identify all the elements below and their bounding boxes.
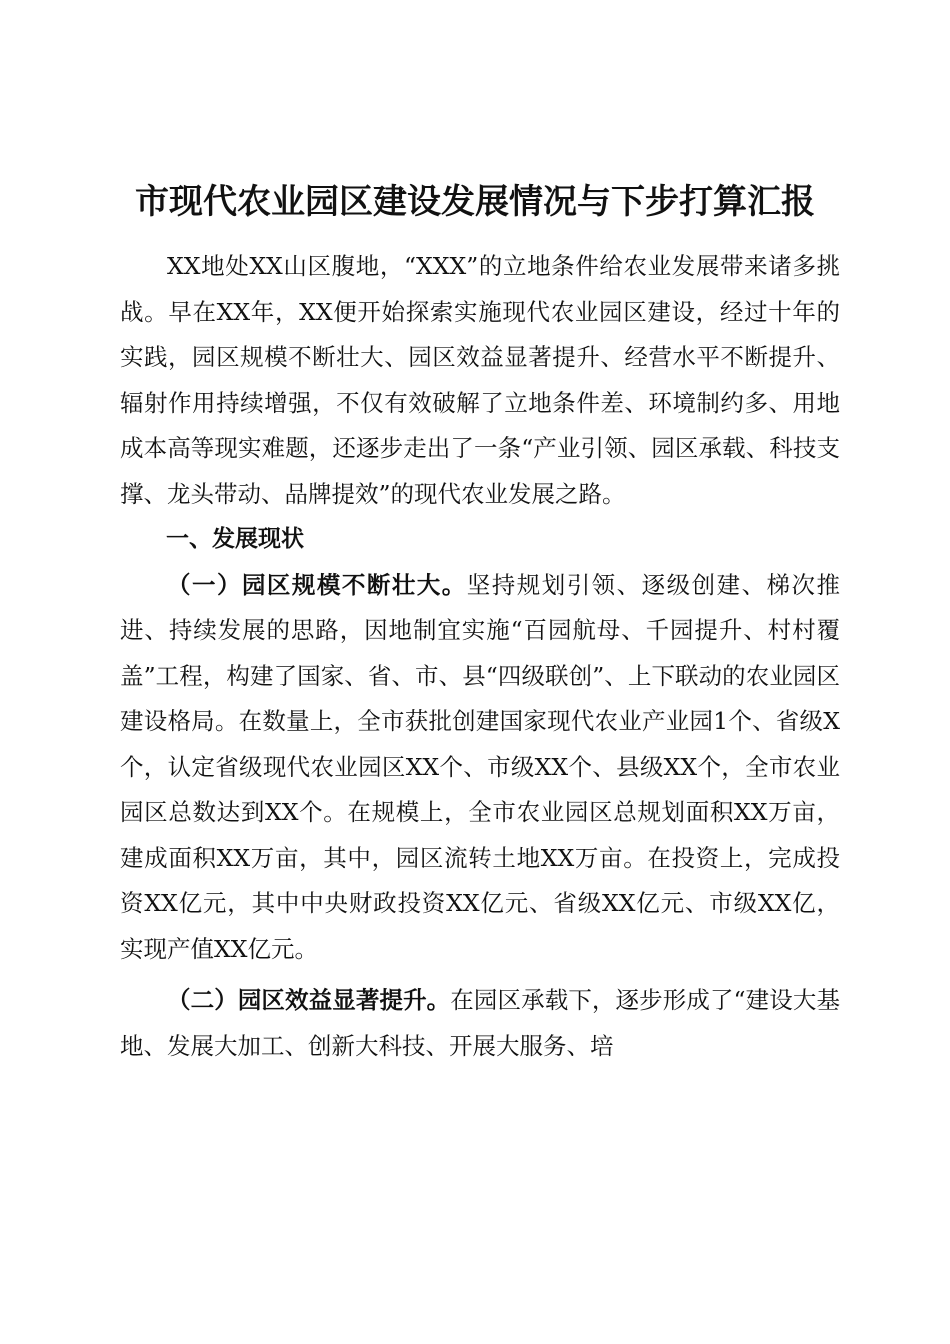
subheading-park-scale: （一）园区规模不断壮大。 [167,570,467,599]
paragraph-park-scale-text: 坚持规划引领、逐级创建、梯次推进、持续发展的思路，因地制宜实施“百园航母、千园提升、村村覆盖”工程，构建了国家、省、市、县“四级联创”、上下联动的农业园区建设格局。在数量上，全市获批创建国家现代农业产业园1个、省级X个，认定省级现代农业园区XX个、市级XX个、县级XX个，全市农业园区总数达到XX个。在规模上，全市农业园区总规划面积XX万亩，建成面积XX万亩，其中，园区流转土地XX万亩。在投资上，完成投资XX亿元，其中中央财政投资XX亿元、省级XX亿元、市级XX亿，实现产值XX亿元。 [120,570,841,963]
intro-paragraph: XX地处XX山区腹地，“XXX”的立地条件给农业发展带来诸多挑战。早在XX年，XX便开始探索实施现代农业园区建设，经过十年的实践，园区规模不断壮大、园区效益显著提升、经营水平不断提升、辐射作用持续增强，不仅有效破解了立地条件差、环境制约多、用地成本高等现实难题，还逐步走出了一条“产业引领、园区承载、科技支撑、龙头带动、品牌提效”的现代农业发展之路。 [120,252,840,508]
paragraph-park-benefits-text: 在园区承载下，逐步形成了“建设大基地、发展大加工、创新大科技、开展大服务、培 [120,986,841,1060]
subheading-park-benefits: （二）园区效益显著提升。 [167,986,451,1014]
document-title: 市现代农业园区建设发展情况与下步打算汇报 [135,182,815,222]
document-body [120,244,840,1069]
paragraph-park-scale [120,563,840,973]
section-heading-development-status: 一、发展现状 [166,526,304,552]
paragraph-park-benefits [120,978,840,1069]
